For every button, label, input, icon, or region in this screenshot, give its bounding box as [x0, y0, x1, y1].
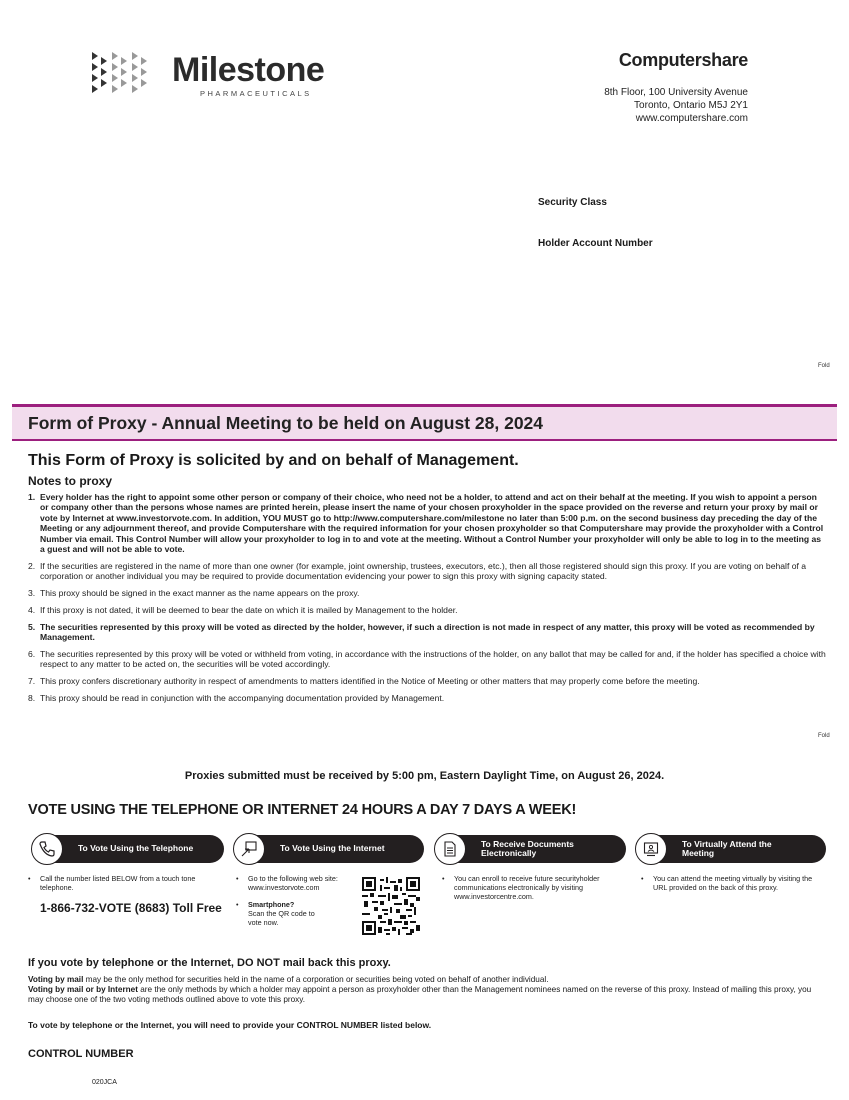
- address-line: 8th Floor, 100 University Avenue: [604, 87, 748, 98]
- voting-by-mail-label: Voting by mail: [28, 975, 84, 984]
- note-item: [28, 622, 826, 643]
- vote-telephone-label: To Vote Using the Telephone: [78, 843, 194, 854]
- note-text: The securities represented by this proxy will be voted as directed by the holder, however, if such a direction is not made in respect of any matter, this proxy will be voted as recommended by Management.: [40, 621, 815, 643]
- vote-heading: VOTE USING THE TELEPHONE OR INTERNET 24 HOURS A DAY 7 DAYS A WEEK!: [28, 802, 577, 818]
- submission-deadline: Proxies submitted must be received by 5:00 pm, Eastern Daylight Time, on August 26, 2024.: [184, 770, 665, 782]
- telephone-instructions: • Call the number listed BELOW from a touch tone telephone.: [28, 874, 196, 892]
- notes-list: [28, 492, 826, 710]
- note-number: 2.: [28, 560, 36, 571]
- telephone-icon: [31, 833, 63, 865]
- note-text: If this proxy is not dated, it will be deemed to bear the date on which it is mailed by Management to the holder.: [40, 604, 458, 615]
- note-number: 7.: [28, 676, 36, 687]
- note-item: [28, 693, 826, 703]
- transfer-agent-address: [560, 86, 748, 125]
- title-band-rule: [12, 439, 837, 441]
- receive-documents-label: To Receive Documents Electronically: [481, 838, 574, 858]
- vote-telephone-header: [46, 835, 224, 863]
- toll-free-number[interactable]: 1-866-732-VOTE (8683) Toll Free: [40, 901, 222, 915]
- note-text: This proxy should be read in conjunction with the accompanying documentation provided by Management.: [40, 692, 445, 703]
- monitor-person-icon: [635, 833, 667, 865]
- form-title: Form of Proxy - Annual Meeting to be held on August 28, 2024: [28, 413, 544, 433]
- notes-heading: Notes to proxy: [28, 474, 113, 488]
- documents-instructions: • You can enroll to receive future securityholder communications electronically by visiting www.investorcentre.com.: [442, 874, 600, 901]
- address-website: www.computershare.com: [635, 113, 748, 124]
- document-icon: [434, 833, 466, 865]
- smartphone-title: Smartphone?: [248, 900, 295, 909]
- do-not-mail-notice: If you vote by telephone or the Internet, DO NOT mail back this proxy.: [28, 957, 391, 969]
- form-code: 020JCA: [92, 1079, 117, 1086]
- fold-mark: Fold: [818, 733, 830, 739]
- note-item: [28, 605, 826, 615]
- note-item: [28, 676, 826, 686]
- note-number: 8.: [28, 692, 36, 703]
- note-number: 1.: [28, 492, 36, 502]
- smartphone-text: Scan the QR code to vote now.: [248, 909, 315, 927]
- control-number-label: CONTROL NUMBER: [28, 1048, 134, 1060]
- company-subtitle: PHARMACEUTICALS: [200, 89, 312, 98]
- security-class-label: Security Class: [538, 197, 607, 208]
- milestone-logo-icon: [90, 50, 154, 96]
- address-line: Toronto, Ontario M5J 2Y1: [634, 100, 748, 111]
- company-name: Milestone: [172, 51, 325, 89]
- attend-instructions: • You can attend the meeting virtually by visiting the URL provided on the back of this proxy.: [641, 874, 813, 892]
- virtual-attend-label: To Virtually Attend the Meeting: [682, 838, 772, 858]
- holder-account-label: Holder Account Number: [538, 238, 653, 249]
- voting-mail-internet-text: are the only methods by which a holder may appoint a person as proxyholder other than the Management nominees named on the reverse of this proxy. Instead of mailing this proxy, you may choose one of the two voting methods outlined above to vote this proxy.: [28, 985, 812, 1004]
- note-item: [28, 561, 826, 582]
- note-number: 3.: [28, 588, 36, 599]
- internet-bullet-text: Go to the following web site: www.investorvote.com: [248, 874, 338, 892]
- attend-bullet-text: You can attend the meeting virtually by visiting the URL provided on the back of this proxy.: [653, 874, 813, 892]
- note-text: Every holder has the right to appoint some other person or company of their choice, who need not be a holder, to attend and act on their behalf at the meeting. If you wish to appoint a person or company other than the persons whose names are printed herein, please insert the name of your chosen proxyholder in the space provided on the reverse and return your proxy by mail or vote by Internet at www.investorvote.com. In addition, YOU MUST go to http://www.computershare.com/milestone no later than 5:00 p.m. on the second business day preceding the day of the Meeting or any adjournment thereof, and provide Computershare with the required information for your chosen proxyholder so that Computershare may provide the proxyholder with a Control Number via email. This Control Number will allow your proxyholder to log in to and vote at the meeting. Without a Control Number your proxyholder will only be able to log in to the meeting as a guest and will not be able to vote.: [40, 492, 824, 555]
- solicitation-heading: This Form of Proxy is solicited by and on behalf of Management.: [28, 452, 519, 469]
- receive-documents-header: [449, 835, 626, 863]
- note-number: 6.: [28, 648, 36, 659]
- smartphone-instructions: • Smartphone? Scan the QR code to vote now.: [236, 900, 315, 927]
- documents-bullet-text: You can enroll to receive future securityholder communications electronically by visiting www.investorcentre.com.: [454, 874, 600, 901]
- control-number-note: To vote by telephone or the Internet, you will need to provide your CONTROL NUMBER listed below.: [28, 1020, 432, 1030]
- voting-by-mail-text: may be the only method for securities held in the name of a corporation or securities being voted on behalf of another individual.: [85, 975, 549, 984]
- virtual-attend-header: [650, 835, 826, 863]
- note-number: 5.: [28, 621, 36, 632]
- voting-methods-paragraph: [28, 975, 828, 1005]
- internet-instructions: • Go to the following web site: www.investorvote.com: [236, 874, 338, 892]
- note-text: This proxy should be signed in the exact manner as the name appears on the proxy.: [40, 588, 360, 599]
- vote-internet-label: To Vote Using the Internet: [280, 843, 385, 854]
- note-item: [28, 588, 826, 598]
- note-text: If the securities are registered in the name of more than one owner (for example, joint ownership, trustees, executors, etc.), then all those registered should sign this proxy. If you are voting on behalf of a corporation or another individual you may be required to provide documentation evidencing your power to sign this proxy with signing capacity stated.: [40, 560, 807, 582]
- note-number: 4.: [28, 604, 36, 615]
- computershare-logo: [600, 50, 748, 71]
- cursor-icon: [233, 833, 265, 865]
- note-text: The securities represented by this proxy will be voted or withheld from voting, in accordance with the instructions of the holder, on any ballot that may be called for and, if the holder has specified a choice with respect to any matter to be acted on, the securities will be voted accordingly.: [40, 648, 826, 670]
- note-item: [28, 649, 826, 670]
- note-text: This proxy confers discretionary authority in respect of amendments to matters identified in the Notice of Meeting or other matters that may properly come before the meeting.: [40, 676, 700, 687]
- fold-mark: Fold: [818, 363, 830, 369]
- voting-mail-internet-label: Voting by mail or by Internet: [28, 985, 138, 994]
- computershare-brand: Computershare: [618, 50, 748, 70]
- note-item: [28, 492, 826, 554]
- qr-code-icon[interactable]: [362, 877, 420, 935]
- vote-internet-header: [248, 835, 424, 863]
- telephone-bullet-text: Call the number listed BELOW from a touch tone telephone.: [40, 874, 196, 892]
